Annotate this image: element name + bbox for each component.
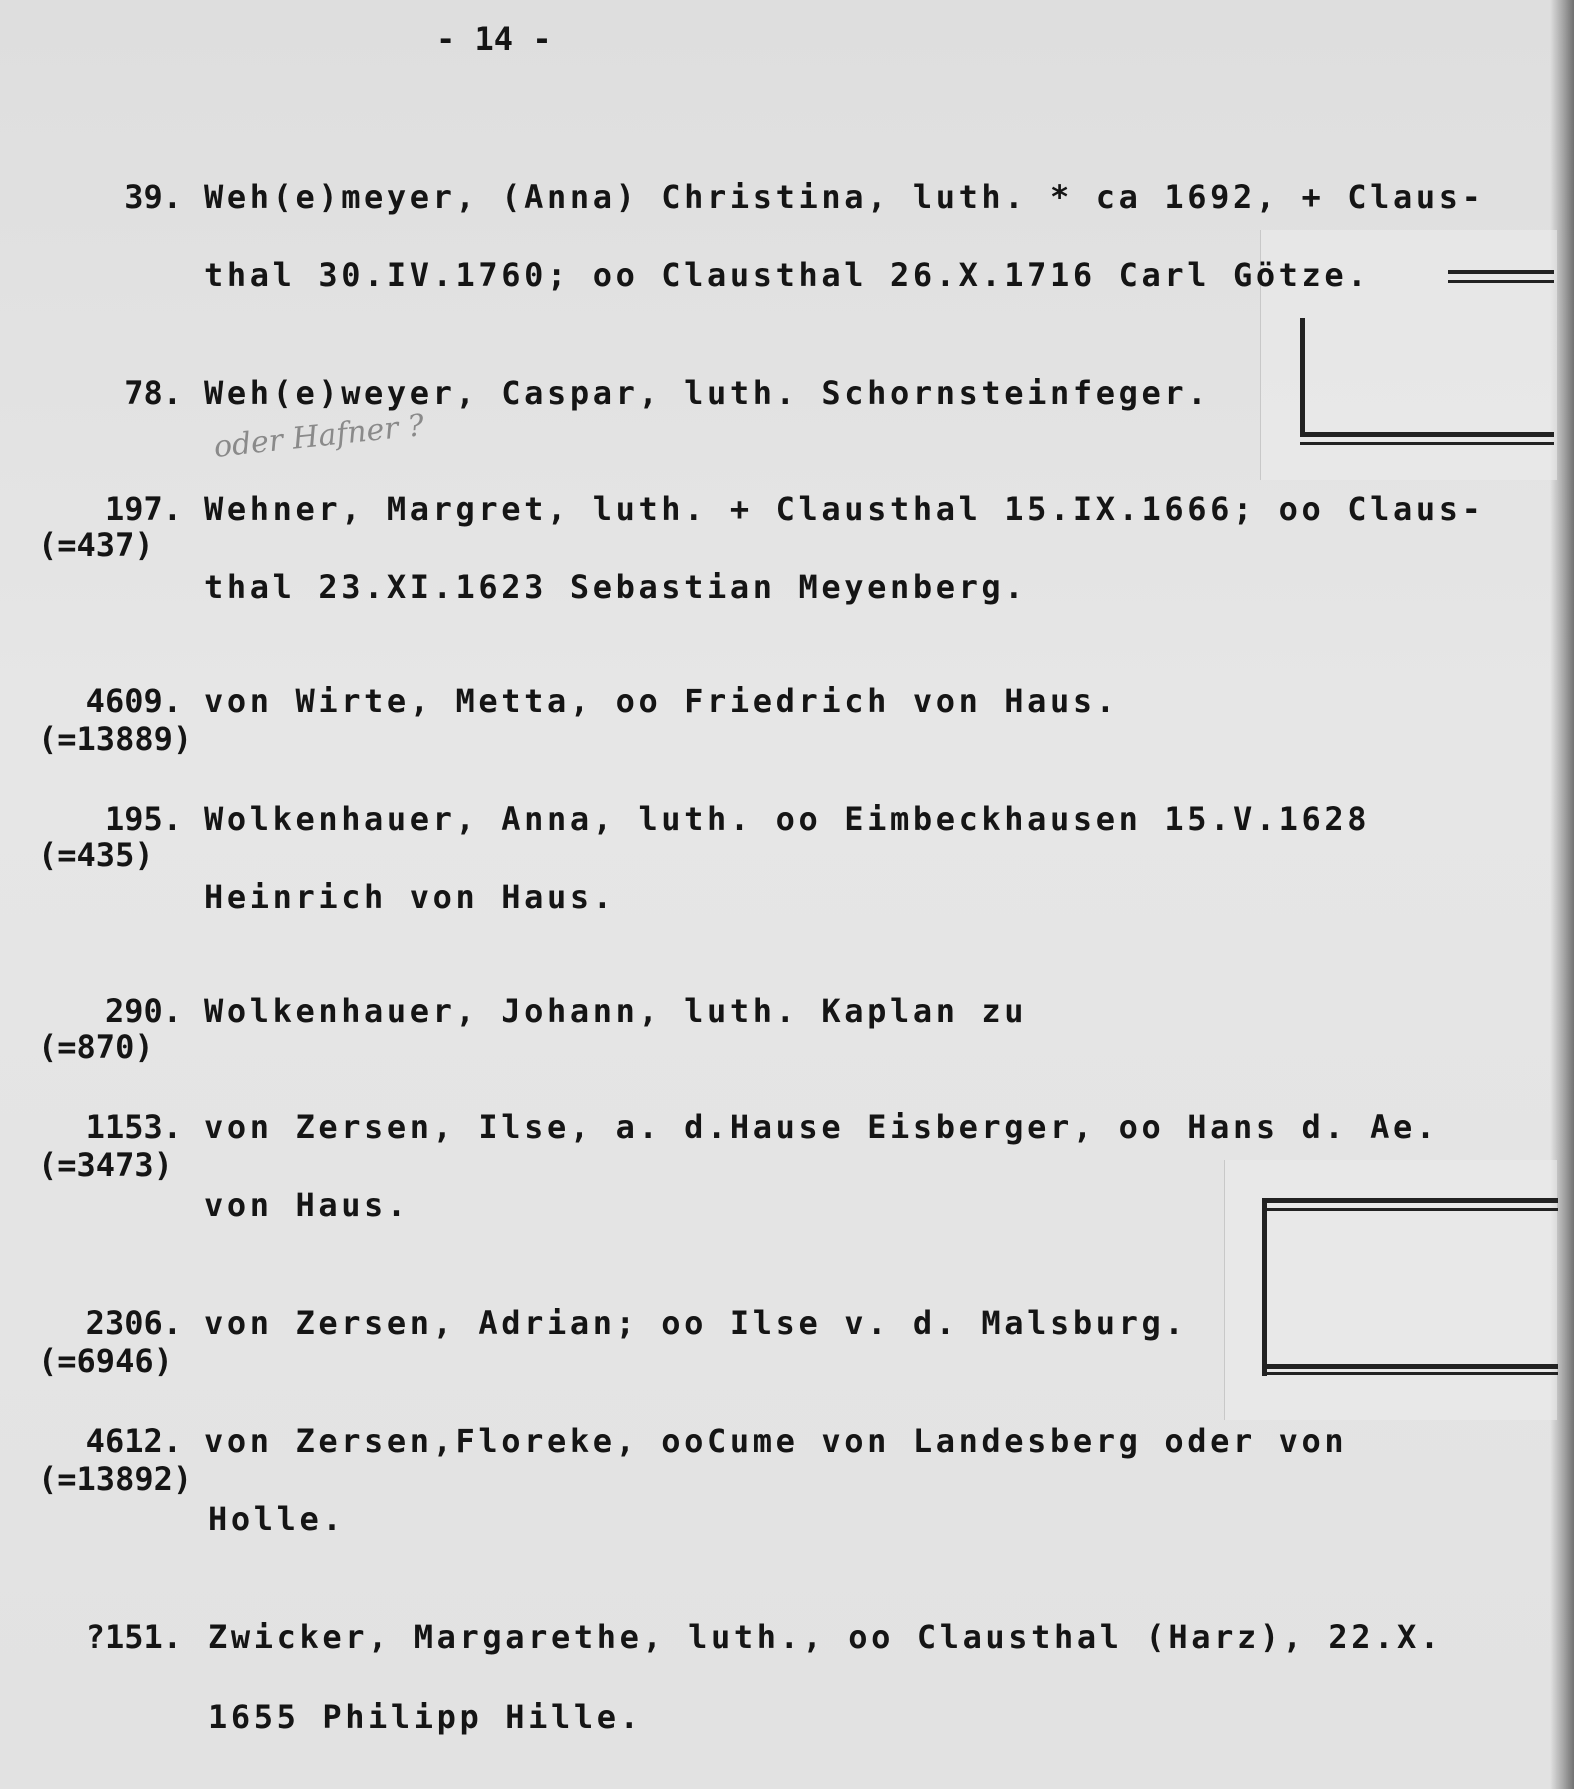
entry-text-line: von Haus.: [204, 1186, 410, 1224]
entry-number: 195.: [104, 800, 182, 838]
entry-number: 78.: [124, 374, 182, 412]
entry-text-line: thal 23.XI.1623 Sebastian Meyenberg.: [204, 568, 1028, 606]
entry-number: 2306.: [85, 1304, 182, 1342]
bracket-bottom-vertical: [1262, 1198, 1267, 1376]
entry-text-line: Wehner, Margret, luth. + Clausthal 15.IX.1666; oo Claus-: [204, 490, 1485, 528]
entry-text-line: von Zersen,Floreke, ooCume von Landesberg oder von: [204, 1422, 1348, 1460]
entry-reference: (=6946): [38, 1342, 173, 1380]
bracket-top-horizontal: [1300, 432, 1554, 437]
entry-reference: (=870): [38, 1028, 154, 1066]
bracket-top-vertical: [1300, 318, 1305, 436]
entry-text-line: 1655 Philipp Hille.: [208, 1698, 643, 1736]
entry-text-line: von Wirte, Metta, oo Friedrich von Haus.: [204, 682, 1119, 720]
entry-text-line: Zwicker, Margarethe, luth., oo Clausthal (Harz), 22.X.: [208, 1618, 1443, 1656]
entry-number: 290.: [104, 992, 182, 1030]
entry-reference: (=437): [38, 526, 154, 564]
bracket-top-double-line-1: [1448, 270, 1554, 274]
bracket-bottom-bottom: [1262, 1364, 1558, 1369]
entry-text-line: von Zersen, Ilse, a. d.Hause Eisberger, oo Hans d. Ae.: [204, 1108, 1439, 1146]
page-number: - 14 -: [436, 20, 552, 58]
entry-reference: (=13892): [38, 1460, 193, 1498]
entry-text-line: Wolkenhauer, Johann, luth. Kaplan zu: [204, 992, 1028, 1030]
entry-reference: (=3473): [38, 1146, 173, 1184]
entry-reference: (=435): [38, 836, 154, 874]
bracket-bottom-top: [1262, 1198, 1558, 1203]
bracket-bottom-bottom-2: [1262, 1372, 1558, 1375]
bracket-top-horizontal-2: [1300, 442, 1554, 445]
entry-number: 1153.: [85, 1108, 182, 1146]
entry-text-line: Holle.: [208, 1500, 346, 1538]
entry-number: ?151.: [85, 1618, 182, 1656]
entry-number: 4609.: [85, 682, 182, 720]
entry-number: 4612.: [85, 1422, 182, 1460]
entry-number: 39.: [124, 178, 182, 216]
entry-text-line: Weh(e)weyer, Caspar, luth. Schornsteinfeger.: [204, 374, 1211, 412]
entry-text-line: Wolkenhauer, Anna, luth. oo Eimbeckhausen 15.V.1628: [204, 800, 1371, 838]
entry-text-line: von Zersen, Adrian; oo Ilse v. d. Malsburg.: [204, 1304, 1188, 1342]
entry-text-line: Weh(e)meyer, (Anna) Christina, luth. * ca 1692, + Claus-: [204, 178, 1485, 216]
entry-text-line: thal 30.IV.1760; oo Clausthal 26.X.1716 Carl Götze.: [204, 256, 1371, 294]
bracket-bottom-top-2: [1262, 1208, 1558, 1211]
entry-text-line: Heinrich von Haus.: [204, 878, 616, 916]
bracket-top-double-line-2: [1448, 280, 1554, 283]
entry-number: 197.: [104, 490, 182, 528]
handwritten-annotation: oder Hafner ?: [212, 408, 426, 465]
entry-reference: (=13889): [38, 720, 193, 758]
